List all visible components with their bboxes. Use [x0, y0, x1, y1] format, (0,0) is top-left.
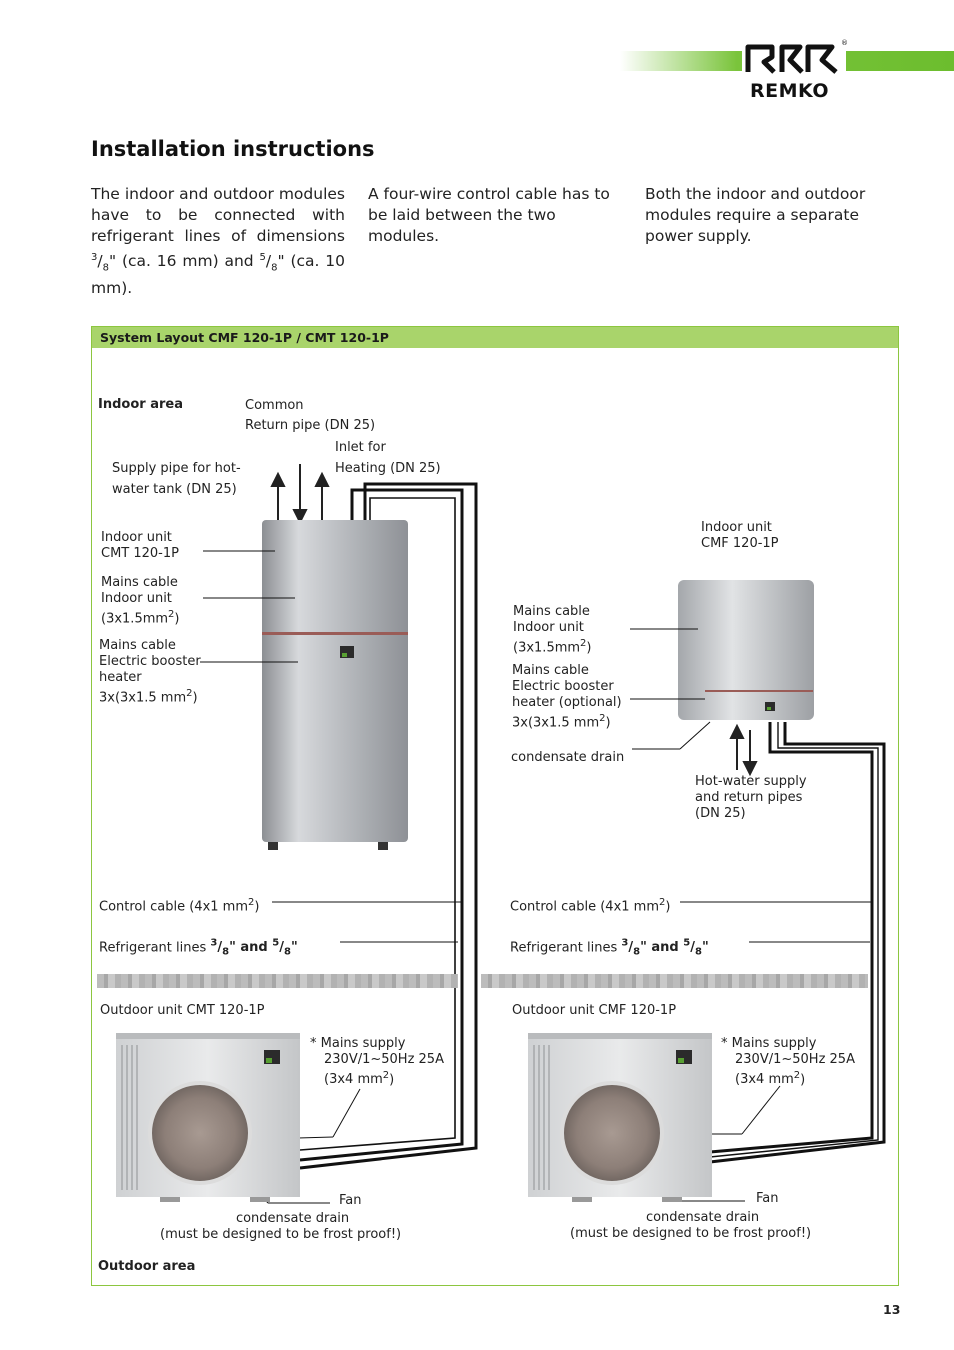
- label-line: Supply pipe for hot-: [112, 461, 241, 476]
- outdoor-unit-cmf-label: Outdoor unit CMF 120-1P: [512, 1003, 677, 1018]
- mains-cable-indoor-label-right: [513, 604, 592, 656]
- label-line: 3x(3x1.5 mm: [99, 690, 187, 706]
- label-line: condensate drain: [645, 1210, 760, 1225]
- label-line: condensate drain: [235, 1211, 350, 1226]
- superscript: 2: [168, 609, 175, 620]
- label-line: heater: [99, 670, 142, 685]
- mains-supply-label-left: [310, 1036, 444, 1088]
- supply-pipe-label: [112, 458, 241, 500]
- label-line: Heating (DN 25): [335, 461, 441, 476]
- right-pipe-arrows: [731, 726, 756, 774]
- superscript: 2: [599, 713, 606, 724]
- mains-supply-label-right: [721, 1036, 855, 1088]
- condensate-label-left: [160, 1211, 401, 1243]
- label-line: Indoor unit: [101, 591, 172, 606]
- fraction-numerator: 3: [210, 938, 218, 949]
- label-line: ": [290, 940, 298, 956]
- superscript: 2: [186, 688, 193, 699]
- intro-column-3: Both the indoor and outdoor modules require a separate power supply.: [645, 185, 866, 245]
- label-line: Electric booster: [512, 679, 614, 694]
- label-line: Indoor unit: [513, 620, 584, 635]
- condensate-drain-label-right: condensate drain: [511, 750, 625, 765]
- label-line: Refrigerant lines: [99, 940, 211, 956]
- fraction-denominator: 8: [102, 262, 109, 274]
- label-line: CMT 120-1P: [101, 546, 179, 561]
- superscript: 2: [382, 1070, 390, 1081]
- label-line: ): [605, 715, 611, 731]
- label-line: Control cable (4x1 mm: [99, 899, 248, 915]
- fraction-denominator: 8: [283, 946, 291, 958]
- label-line: ): [254, 899, 260, 915]
- label-line: Return pipe (DN 25): [245, 418, 376, 433]
- label-line: 230V/1~50Hz 25A: [735, 1052, 855, 1067]
- superscript: 2: [248, 897, 255, 908]
- label-line: CMF 120-1P: [701, 536, 779, 551]
- fraction-denominator: 8: [694, 946, 702, 958]
- indoor-unit-cmt-image: [262, 520, 408, 850]
- label-line: (3x1.5mm: [513, 640, 581, 656]
- mains-cable-indoor-label: [101, 575, 180, 627]
- mains-cable-booster-label: [99, 638, 201, 706]
- indoor-unit-cmf-label: [701, 520, 779, 552]
- indoor-unit-cmt-label: [101, 530, 179, 562]
- fraction-numerator: 3: [91, 252, 98, 263]
- fraction-numerator: 5: [683, 938, 691, 949]
- label-line: ): [389, 1072, 395, 1088]
- label-line: (must be designed to be frost proof!): [160, 1227, 402, 1242]
- page-number: 13: [883, 1302, 901, 1317]
- label-line: (3x1.5mm: [101, 611, 169, 627]
- outdoor-unit-cmt-image: [116, 1033, 300, 1202]
- label-line: * Mains supply: [721, 1036, 817, 1051]
- ground-strip-left: [97, 974, 458, 988]
- fraction-numerator: 5: [272, 938, 280, 949]
- label-line: 230V/1~50Hz 25A: [324, 1052, 444, 1067]
- intro-column-2: A four-wire control cable has to be laid between the two modules.: [368, 185, 610, 245]
- intro-text: " (ca. 10 mm).: [91, 252, 346, 298]
- label-line: " and: [229, 940, 273, 956]
- fraction-denominator: 8: [271, 262, 278, 274]
- label-line: Common: [245, 398, 304, 413]
- fan-label-left: Fan: [339, 1193, 362, 1208]
- page-title: Installation instructions: [91, 137, 375, 161]
- fraction-denominator: 8: [222, 946, 230, 958]
- label-line: (DN 25): [695, 806, 746, 821]
- label-line: ): [174, 611, 180, 627]
- hot-water-pipes-label: [695, 774, 807, 822]
- label-line: and return pipes: [695, 790, 803, 805]
- label-line: Indoor unit: [101, 530, 172, 545]
- mains-cable-booster-label-right: [512, 663, 622, 731]
- refrigerant-lines-label-left: Refrigerant lines $^3/_8$" and $^5/_8$": [99, 938, 298, 958]
- condensate-label-right: [570, 1210, 811, 1242]
- label-line: ): [800, 1072, 806, 1088]
- label-line: Mains cable: [513, 604, 590, 619]
- label-line: (must be designed to be frost proof!): [570, 1226, 812, 1241]
- label-line: heater (optional): [512, 695, 622, 710]
- label-line: Mains cable: [512, 663, 589, 678]
- outdoor-unit-cmt-label: Outdoor unit CMT 120-1P: [100, 1003, 265, 1018]
- registered-mark: ®: [841, 39, 848, 47]
- label-line: ): [192, 690, 198, 706]
- fraction-denominator: 8: [633, 946, 641, 958]
- label-line: Inlet for: [335, 440, 386, 455]
- left-pipe-arrows: [272, 464, 328, 522]
- label-line: ): [665, 899, 671, 915]
- outdoor-area-label: Outdoor area: [98, 1259, 196, 1274]
- control-cable-label-right: [510, 895, 670, 915]
- control-cable-label-left: [99, 895, 259, 915]
- label-line: Mains cable: [101, 575, 178, 590]
- intro-text: " (ca. 16 mm) and: [108, 252, 260, 271]
- label-line: water tank (DN 25): [112, 482, 237, 497]
- label-line: 3x(3x1.5 mm: [512, 715, 600, 731]
- common-return-label: [245, 396, 375, 436]
- outdoor-unit-cmf-image: [528, 1033, 712, 1202]
- label-line: * Mains supply: [310, 1036, 406, 1051]
- label-line: ": [701, 940, 709, 956]
- label-line: Indoor unit: [701, 520, 772, 535]
- label-line: Control cable (4x1 mm: [510, 899, 659, 915]
- label-line: (3x4 mm: [735, 1072, 794, 1088]
- label-line: Mains cable: [99, 638, 176, 653]
- fan-label-right: Fan: [756, 1191, 779, 1206]
- superscript: 2: [659, 897, 666, 908]
- ground-strip-right: [481, 974, 868, 988]
- label-line: Electric booster: [99, 654, 201, 669]
- label-line: " and: [640, 940, 684, 956]
- refrigerant-lines-label-right: Refrigerant lines $^3/_8$" and $^5/_8$": [510, 938, 709, 958]
- fraction-numerator: 5: [259, 252, 266, 263]
- brand-name: REMKO: [750, 80, 830, 102]
- label-line: Hot-water supply: [695, 774, 807, 789]
- indoor-area-label: Indoor area: [98, 397, 183, 412]
- intro-column-1: The indoor and outdoor modules have to be connected with refrigerant lines of dimensions $^3/_8$" (ca. 16 mm) and $^5/_8$" (ca. 10 mm).: [91, 185, 346, 298]
- superscript: 2: [580, 638, 587, 649]
- fraction-numerator: 3: [621, 938, 629, 949]
- superscript: 2: [793, 1070, 801, 1081]
- inlet-heating-label: [335, 437, 441, 479]
- label-line: (3x4 mm: [324, 1072, 383, 1088]
- intro-text: The indoor and outdoor modules have to be connected with refrigerant lines of dimensions: [91, 185, 345, 245]
- label-line: ): [586, 640, 592, 656]
- label-line: Refrigerant lines: [510, 940, 622, 956]
- panel-header-text: System Layout CMF 120-1P / CMT 120-1P: [100, 330, 389, 345]
